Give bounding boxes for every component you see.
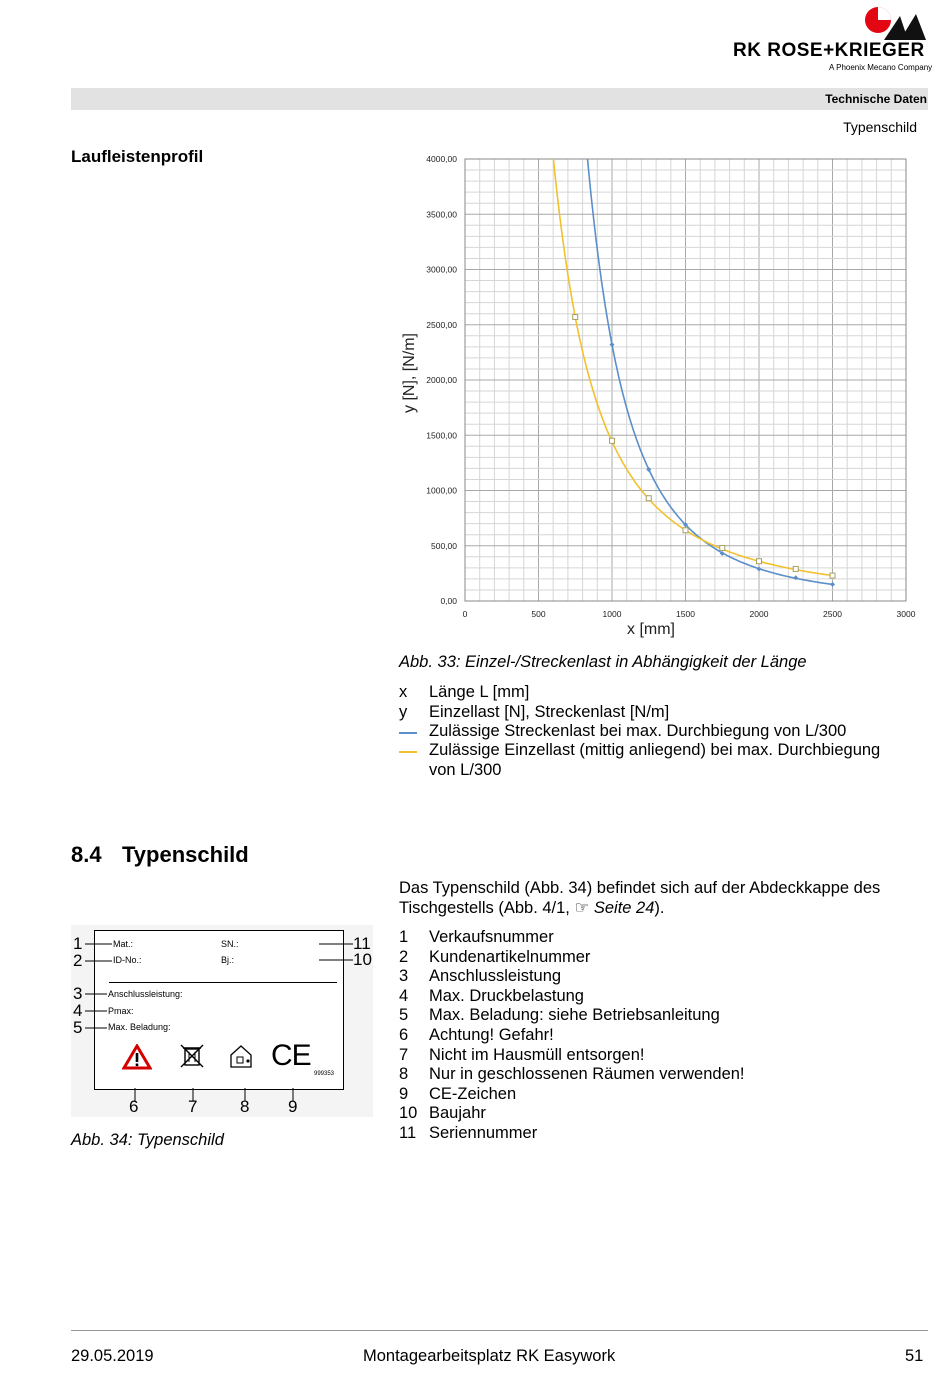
header-bar bbox=[71, 88, 928, 110]
series-1-point bbox=[793, 575, 798, 580]
callout-3: 3 bbox=[73, 984, 83, 1003]
x-tick-label: 1500 bbox=[676, 609, 695, 619]
plate-sn-label: SN.: bbox=[221, 939, 239, 949]
x-tick-label: 2500 bbox=[823, 609, 842, 619]
section-title: Typenschild bbox=[122, 842, 249, 867]
callout-9: 9 bbox=[288, 1097, 298, 1116]
legend-line-yellow bbox=[399, 751, 417, 753]
list-item-text: Achtung! Gefahr! bbox=[429, 1026, 554, 1044]
x-tick-label: 3000 bbox=[896, 609, 916, 619]
x-tick-label: 1000 bbox=[602, 609, 622, 619]
footer-rule bbox=[71, 1330, 928, 1331]
footer-date: 29.05.2019 bbox=[71, 1347, 154, 1365]
list-item-text: Baujahr bbox=[429, 1104, 486, 1123]
list-item-number: 9 bbox=[399, 1084, 409, 1103]
legend-text: von L/300 bbox=[429, 761, 502, 779]
plate-bj-label: Bj.: bbox=[221, 955, 235, 965]
logo-text: RK ROSE+KRIEGER bbox=[733, 40, 925, 61]
series-2-point bbox=[610, 438, 615, 443]
x-tick-label: 2000 bbox=[749, 609, 769, 619]
legend-key: x bbox=[399, 683, 408, 701]
y-tick-label: 3500,00 bbox=[426, 209, 457, 220]
legend-line-blue bbox=[399, 732, 417, 734]
list-item-text: Max. Druckbelastung bbox=[429, 986, 584, 1005]
profile-heading: Laufleistenprofil bbox=[71, 147, 204, 166]
callout-leaders bbox=[71, 925, 373, 1117]
header-section: Technische Daten bbox=[825, 92, 927, 106]
series-1-line bbox=[588, 159, 833, 584]
figure-34-caption: Abb. 34: Typenschild bbox=[71, 1131, 224, 1149]
series-1-point bbox=[757, 566, 762, 571]
list-item-number: 1 bbox=[399, 928, 409, 946]
y-axis-label: y [N], [N/m] bbox=[401, 333, 418, 413]
callout-10: 10 bbox=[353, 950, 372, 969]
legend-text: Zulässige Einzellast (mittig anliegend) bei max. Durchbiegung bbox=[429, 741, 881, 759]
logo-mark bbox=[864, 6, 928, 40]
list-item-text: Anschlussleistung bbox=[429, 967, 562, 986]
figure-33-caption: Abb. 33: Einzel-/Streckenlast in Abhängigkeit der Länge bbox=[399, 653, 807, 671]
page-reference-link[interactable]: Seite 24 bbox=[593, 899, 655, 917]
series-2-point bbox=[646, 496, 651, 501]
section-paragraph bbox=[399, 878, 924, 918]
load-chart bbox=[398, 148, 918, 643]
plate-anschluss-label: Anschlussleistung: bbox=[108, 989, 183, 999]
list-item-number: 7 bbox=[399, 1045, 409, 1064]
series-2-point bbox=[757, 559, 762, 564]
list-item-text: Seriennummer bbox=[429, 1124, 538, 1142]
list-item-number: 10 bbox=[399, 1104, 418, 1123]
series-2-point bbox=[793, 566, 798, 571]
list-item-text: CE-Zeichen bbox=[429, 1084, 517, 1103]
section-number: 8.4 bbox=[71, 842, 102, 867]
list-item-number: 2 bbox=[399, 947, 409, 966]
plate-code: 999353 bbox=[314, 1071, 335, 1077]
ce-mark: CE bbox=[271, 1039, 311, 1072]
y-tick-label: 1000,00 bbox=[426, 485, 457, 496]
list-item-number: 8 bbox=[399, 1065, 409, 1084]
series-2-point bbox=[683, 528, 688, 533]
list-item-text: Max. Beladung: siehe Betriebsanleitung bbox=[429, 1006, 720, 1025]
y-tick-label: 0,00 bbox=[440, 596, 457, 606]
list-item-text: Nicht im Hausmüll entsorgen! bbox=[429, 1045, 645, 1064]
series-2-point bbox=[720, 545, 725, 550]
hand-pointer-icon: ☞ bbox=[574, 899, 594, 917]
series-2-point bbox=[830, 573, 835, 578]
series-1-point bbox=[830, 582, 835, 587]
callout-8: 8 bbox=[240, 1097, 250, 1116]
footer-title: Montagearbeitsplatz RK Easywork bbox=[363, 1347, 616, 1365]
y-tick-label: 4000,00 bbox=[426, 154, 457, 164]
y-tick-label: 1500,00 bbox=[426, 430, 457, 441]
plate-id-label: ID-No.: bbox=[113, 955, 142, 965]
footer-page-number: 51 bbox=[905, 1347, 924, 1365]
y-tick-label: 2000,00 bbox=[426, 375, 457, 385]
plate-mat-label: Mat.: bbox=[113, 939, 134, 949]
list-item-number: 11 bbox=[399, 1124, 417, 1142]
plate-max-beladung-label: Max. Beladung: bbox=[108, 1022, 171, 1032]
list-item-text: Verkaufsnummer bbox=[429, 928, 554, 946]
list-item-number: 6 bbox=[399, 1026, 409, 1044]
list-item-text: Nur in geschlossenen Räumen verwenden! bbox=[429, 1065, 745, 1084]
series-2-point bbox=[573, 315, 578, 320]
x-axis-label: x [mm] bbox=[627, 621, 675, 638]
y-tick-label: 2500,00 bbox=[426, 319, 457, 330]
x-tick-label: 0 bbox=[462, 609, 468, 619]
callout-6: 6 bbox=[129, 1097, 139, 1116]
list-item-text: Kundenartikelnummer bbox=[429, 947, 591, 966]
series-2-line bbox=[553, 159, 832, 576]
legend-key: y bbox=[399, 703, 408, 721]
plate-pmax-label: Pmax: bbox=[108, 1006, 134, 1016]
callout-5: 5 bbox=[73, 1018, 83, 1037]
legend-text: Zulässige Streckenlast bei max. Durchbiegung von L/300 bbox=[429, 722, 847, 740]
list-item-number: 3 bbox=[399, 967, 409, 986]
legend-text: Länge L [mm] bbox=[429, 683, 530, 701]
paragraph-text: Das Typenschild (Abb. 34) befindet sich auf der Abdeckkappe des Tischgestells (Abb. 4/1, bbox=[399, 879, 881, 917]
legend-text: Einzellast [N], Streckenlast [N/m] bbox=[429, 703, 670, 721]
callout-2: 2 bbox=[73, 951, 83, 970]
list-item-number: 5 bbox=[399, 1006, 409, 1025]
logo-subtext: A Phoenix Mecano Company bbox=[829, 63, 933, 72]
y-tick-label: 500,00 bbox=[431, 540, 457, 551]
list-item-number: 4 bbox=[399, 986, 409, 1005]
callout-4: 4 bbox=[73, 1001, 83, 1020]
paragraph-text-end: ). bbox=[654, 899, 665, 917]
x-tick-label: 500 bbox=[531, 609, 546, 619]
callout-11: 11 bbox=[353, 934, 371, 953]
callout-7: 7 bbox=[188, 1097, 198, 1116]
y-tick-label: 3000,00 bbox=[426, 264, 457, 275]
callout-1: 1 bbox=[73, 934, 83, 953]
header-subsection: Typenschild bbox=[843, 119, 917, 135]
